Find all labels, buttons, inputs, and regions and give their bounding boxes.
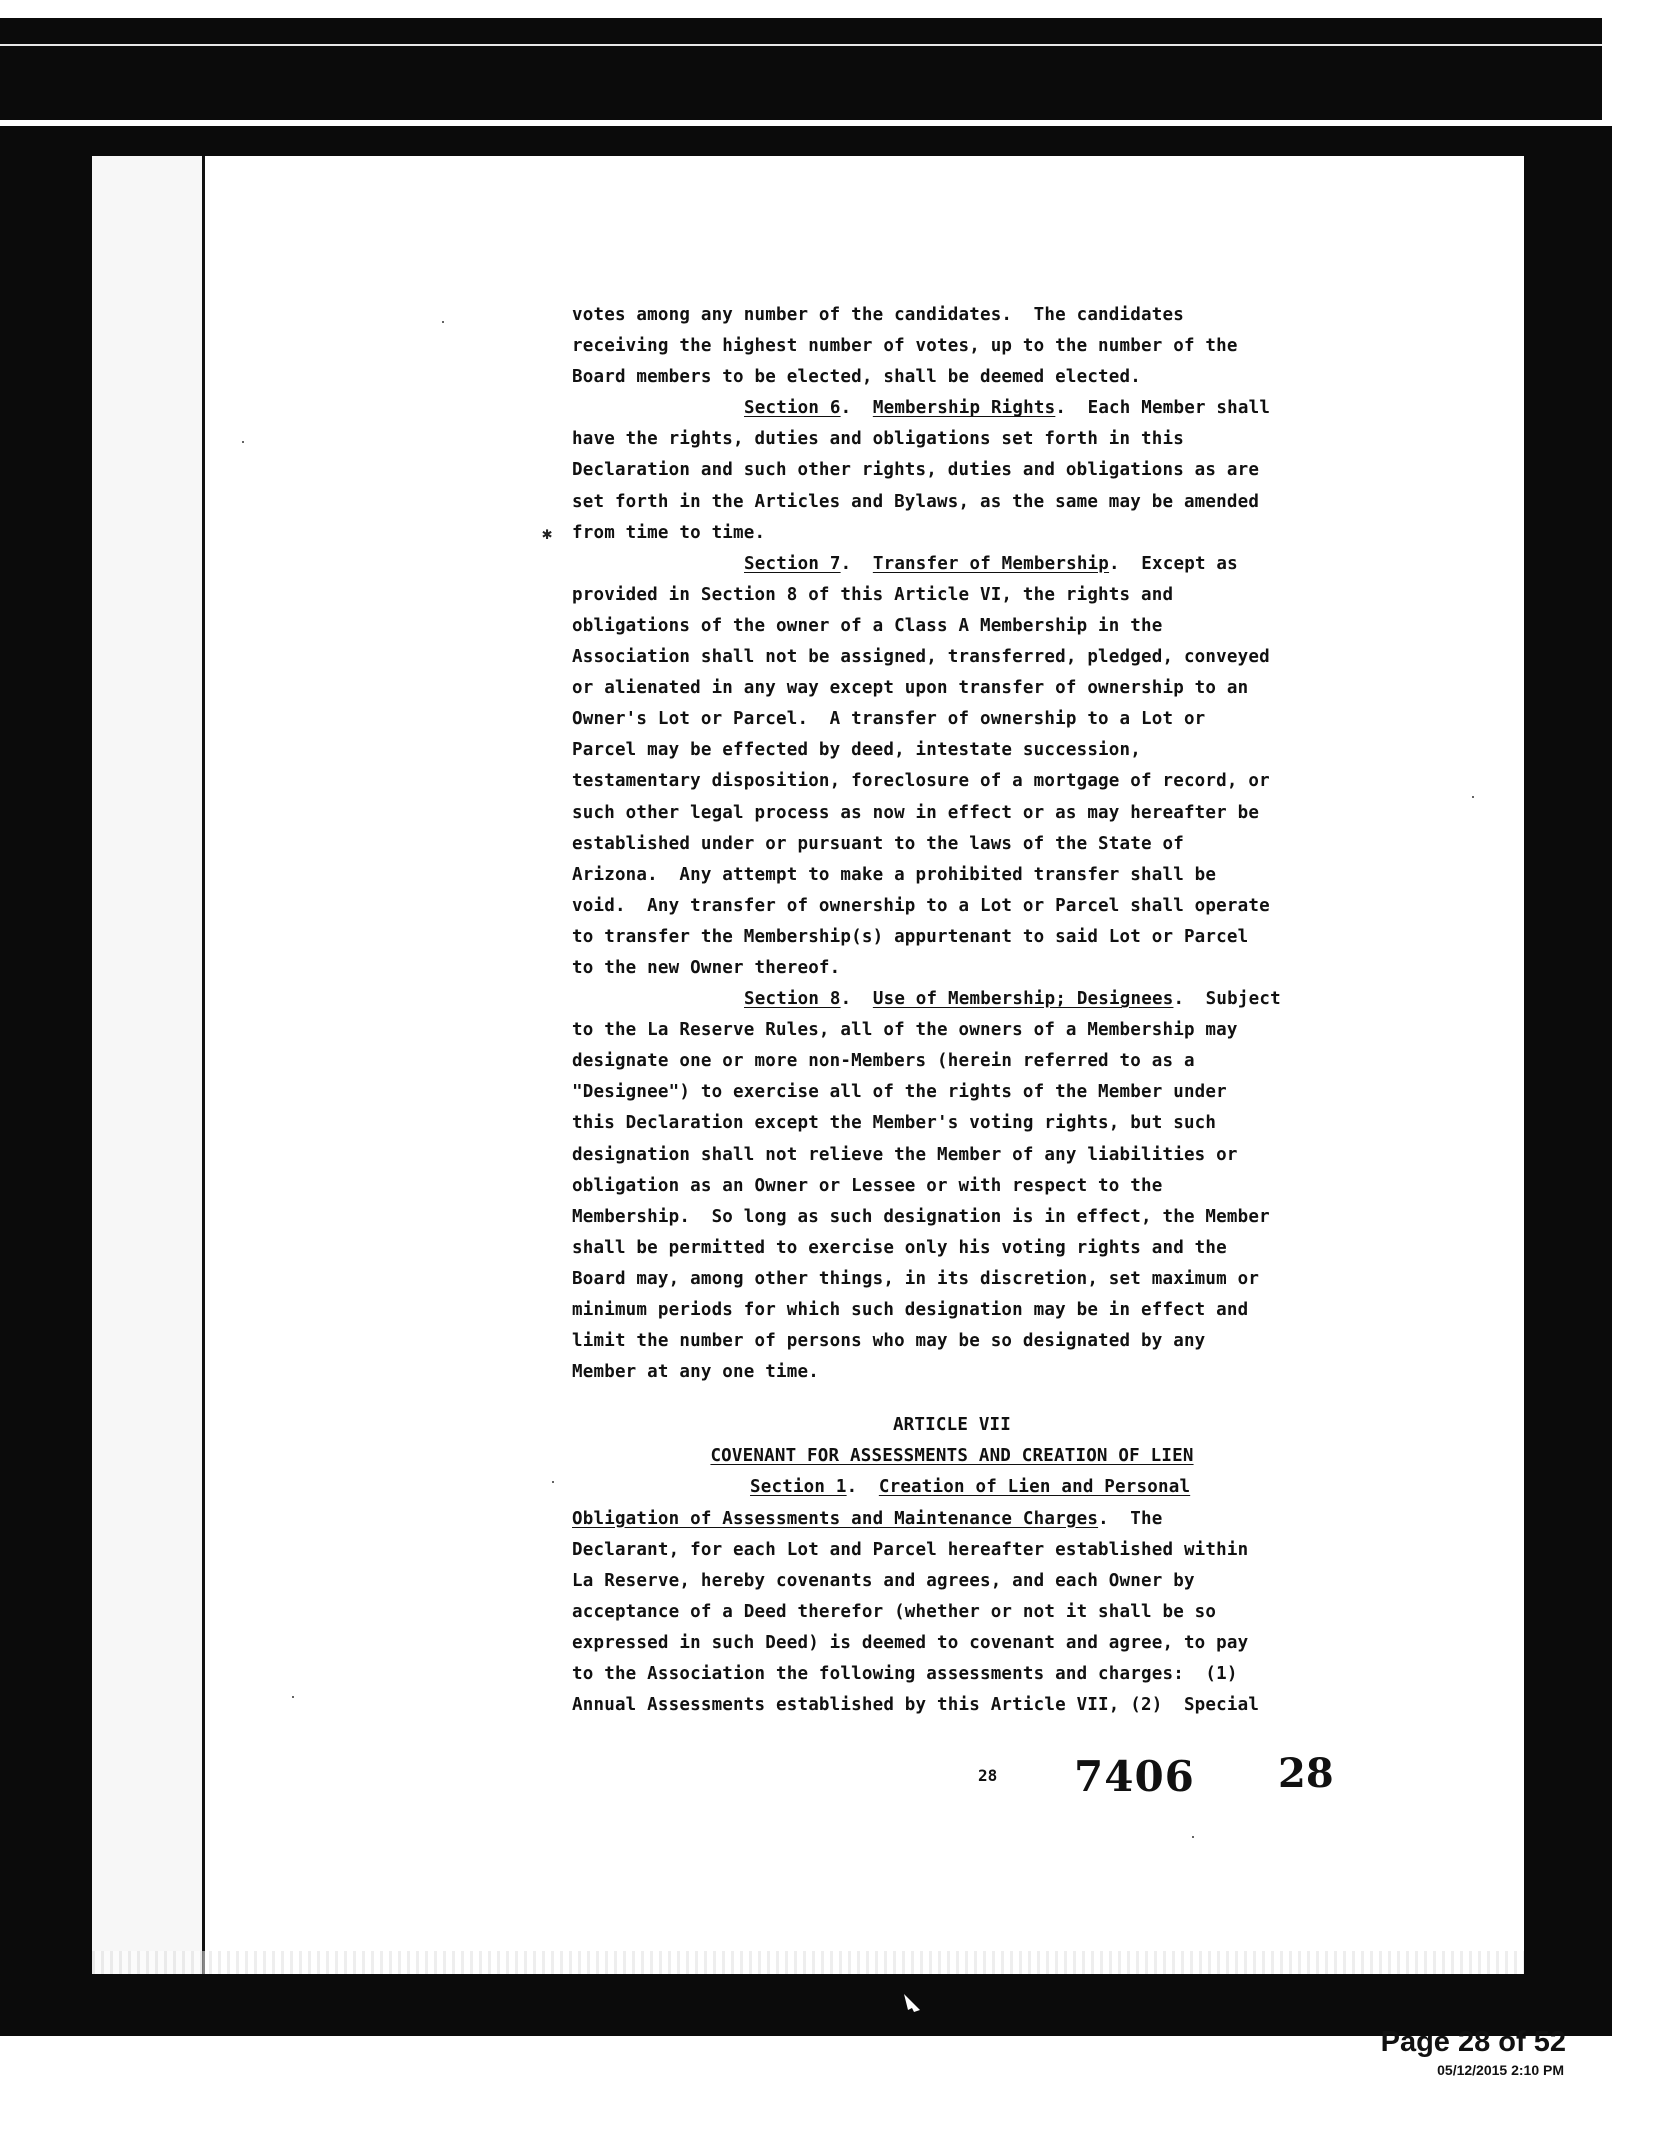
- section-text: Subject: [1184, 989, 1281, 1010]
- cursor-arrow-icon: [902, 1992, 922, 2024]
- text-line: Annual Assessments established by this Article VII, (2) Special: [572, 1695, 1260, 1716]
- text-line: obligation as an Owner or Lessee or with respect to the: [572, 1175, 1163, 1196]
- text-line: established under or pursuant to the laws of the State of: [572, 833, 1184, 854]
- page-number-small: 28: [978, 1766, 998, 1785]
- section-label: Section 1: [750, 1477, 847, 1498]
- text-line: Association shall not be assigned, transferred, pledged, conveyed: [572, 647, 1270, 668]
- section-text: Each Member shall: [1066, 398, 1271, 419]
- text-line: set forth in the Articles and Bylaws, as the same may be amended: [572, 491, 1260, 512]
- text-line: Member at any one time.: [572, 1362, 819, 1383]
- text-line: La Reserve, hereby covenants and agrees, and each Owner by: [572, 1570, 1195, 1591]
- text-line: have the rights, duties and obligations set forth in this: [572, 429, 1184, 450]
- text-line: designation shall not relieve the Member of any liabilities or: [572, 1144, 1238, 1165]
- section-label: Section 6: [744, 398, 841, 419]
- scan-top-band-line: [0, 44, 1602, 46]
- article-heading: ARTICLE VII: [892, 1415, 1012, 1436]
- section-title: Creation of Lien and Personal: [878, 1477, 1191, 1498]
- text-line: testamentary disposition, foreclosure of a mortgage of record, or: [572, 771, 1270, 792]
- text-line: votes among any number of the candidates. The candidates: [572, 305, 1184, 325]
- section-text: Except as: [1119, 553, 1238, 574]
- section-heading-line: Section 6. Membership Rights. Each Member shall: [744, 398, 1271, 419]
- section-title: Use of Membership; Designees: [872, 989, 1174, 1010]
- left-margin-line: [202, 156, 205, 1974]
- text-line: receiving the highest number of votes, up to the number of the: [572, 336, 1238, 357]
- page-stamp-number: 7406: [1074, 1752, 1195, 1801]
- margin-asterisk-mark: ✱: [542, 524, 553, 544]
- text-line: designate one or more non-Members (herein referred to as a: [572, 1051, 1195, 1072]
- text-line: to the new Owner thereof.: [572, 957, 841, 978]
- text-line: Declarant, for each Lot and Parcel hereafter established within: [572, 1539, 1249, 1560]
- text-line: such other legal process as now in effect or as may hereafter be: [572, 802, 1260, 823]
- text-line: minimum periods for which such designation may be in effect and: [572, 1300, 1249, 1320]
- text-line: to the Association the following assessments and charges: (1): [572, 1664, 1238, 1685]
- text-line: to the La Reserve Rules, all of the owners of a Membership may: [572, 1020, 1238, 1041]
- section-title: Transfer of Membership: [872, 553, 1110, 574]
- text-line: or alienated in any way except upon transfer of ownership to an: [572, 678, 1249, 699]
- document-body-text: votes among any number of the candidates. The candidates receiving the highest number of votes, up to the number of the Board members to be elected, shall be deemed elected. Section 6. Membership Rights. Each Member shall have the rights, duties and obligations set forth in this Declaration and such other rights, duties and obligations as are set forth in the Articles and Bylaws, as the same may be amended from time to time. Section 7. Transfer of Membership. Except as provided in Section 8 of this Article VI, the rights and obligations of the owner of a Class A Membership in the Association shall not be assigned, transferred, pledged, conveyed or alienated in any way except upon transfer of ownership to an Owner's Lot or Parcel. A transfer of ownership to a Lot or Parcel may be effected by deed, intestate succession, testamentary disposition, foreclosure of a mortgage of record, or such other legal process as now in effect or as may hereafter be established under or pursuant to the laws of the State of Arizona. Any attempt to make a prohibited transfer shall be void. Any transfer of ownership to a Lot or Parcel shall operate to transfer the Membership(s) appurtenant to said Lot or Parcel to the new Owner thereof. Section 8. Use of Membership; Designees. Subject to the La Reserve Rules, all of the owners of a Membership may designate one or more non-Members (herein referred to as a "Designee") to exercise all of the rights of the Member under this Declaration except the Member's voting rights, but such designation shall not relieve the Member of any liabilities or obligation as an Owner or Lessee or with respect to the Membership. So long as such designation is in effect, the Member shall be permitted to exercise only his voting rights and the Board may, among other things, in its discretion, set maximum or minimum periods for which such designation may be in effect and limit the number of persons who may be so designated by any Member at any one time. ARTICLE VII COVENANT FOR ASSESSMENTS AND CREATION OF LIEN Section 1. Creation of Lien and Personal Obligation of Assessments and Maintenance Charges. The Declarant, for each Lot and Parcel hereafter established within La Reserve, hereby covenants and agrees, and each Owner by acceptance of a Deed therefor (whether or not it shall be so expressed in such Deed) is deemed to covenant and agree, to pay to the Association the following assessments and charges: (1) Annual Assessments established by this Article VII, (2) Special: [572, 300, 1392, 1721]
- text-line: from time to time.: [572, 522, 766, 543]
- text-line: Board members to be elected, shall be deemed elected.: [572, 367, 1142, 388]
- scan-speck: [1472, 796, 1474, 798]
- text-line: Board may, among other things, in its discretion, set maximum or: [572, 1268, 1260, 1289]
- section-heading-line: Section 7. Transfer of Membership. Except as: [744, 553, 1238, 574]
- section-heading-line: Section 8. Use of Membership; Designees. Subject: [744, 989, 1281, 1010]
- section-text: The: [1108, 1508, 1163, 1529]
- text-line: Owner's Lot or Parcel. A transfer of ownership to a Lot or: [572, 709, 1206, 730]
- scan-top-band: [0, 18, 1602, 120]
- scan-speck: [242, 441, 244, 443]
- scan-speck: [292, 1696, 294, 1698]
- section-label: Section 7: [744, 553, 841, 574]
- text-line: acceptance of a Deed therefor (whether or not it shall be so: [572, 1601, 1217, 1622]
- text-line: obligations of the owner of a Class A Membership in the: [572, 615, 1163, 636]
- text-line: Arizona. Any attempt to make a prohibited transfer shall be: [572, 864, 1217, 885]
- text-line: to transfer the Membership(s) appurtenant to said Lot or Parcel: [572, 926, 1249, 947]
- text-line: void. Any transfer of ownership to a Lot or Parcel shall operate: [572, 895, 1270, 916]
- text-line: shall be permitted to exercise only his voting rights and the: [572, 1237, 1227, 1258]
- text-line: Parcel may be effected by deed, intestate succession,: [572, 740, 1142, 761]
- text-line: expressed in such Deed) is deemed to covenant and agree, to pay: [572, 1632, 1249, 1653]
- text-line: limit the number of persons who may be so designated by any: [572, 1331, 1206, 1352]
- scan-noise-bottom: [92, 1951, 1524, 1974]
- text-line: provided in Section 8 of this Article VI, the rights and: [572, 584, 1174, 605]
- left-margin-strip: [92, 156, 202, 1974]
- text-line: Membership. So long as such designation is in effect, the Member: [572, 1206, 1270, 1227]
- section-title-continued: Obligation of Assessments and Maintenance Charges: [572, 1508, 1099, 1529]
- text-line: Declaration and such other rights, duties and obligations as are: [572, 460, 1260, 481]
- page-number-large: 28: [1278, 1750, 1334, 1797]
- scan-speck: [1192, 1836, 1194, 1838]
- footer-timestamp: 05/12/2015 2:10 PM: [1437, 2062, 1564, 2078]
- section-title: Membership Rights: [872, 398, 1056, 419]
- section-label: Section 8: [744, 989, 841, 1010]
- text-line: "Designee") to exercise all of the rights of the Member under: [572, 1082, 1227, 1103]
- footer-page-label: Page 28 of 52: [1380, 2026, 1566, 2058]
- text-line: this Declaration except the Member's voting rights, but such: [572, 1113, 1217, 1134]
- scan-speck: [552, 1481, 554, 1483]
- scan-speck: [442, 321, 444, 323]
- article-title: COVENANT FOR ASSESSMENTS AND CREATION OF LIEN: [710, 1446, 1194, 1467]
